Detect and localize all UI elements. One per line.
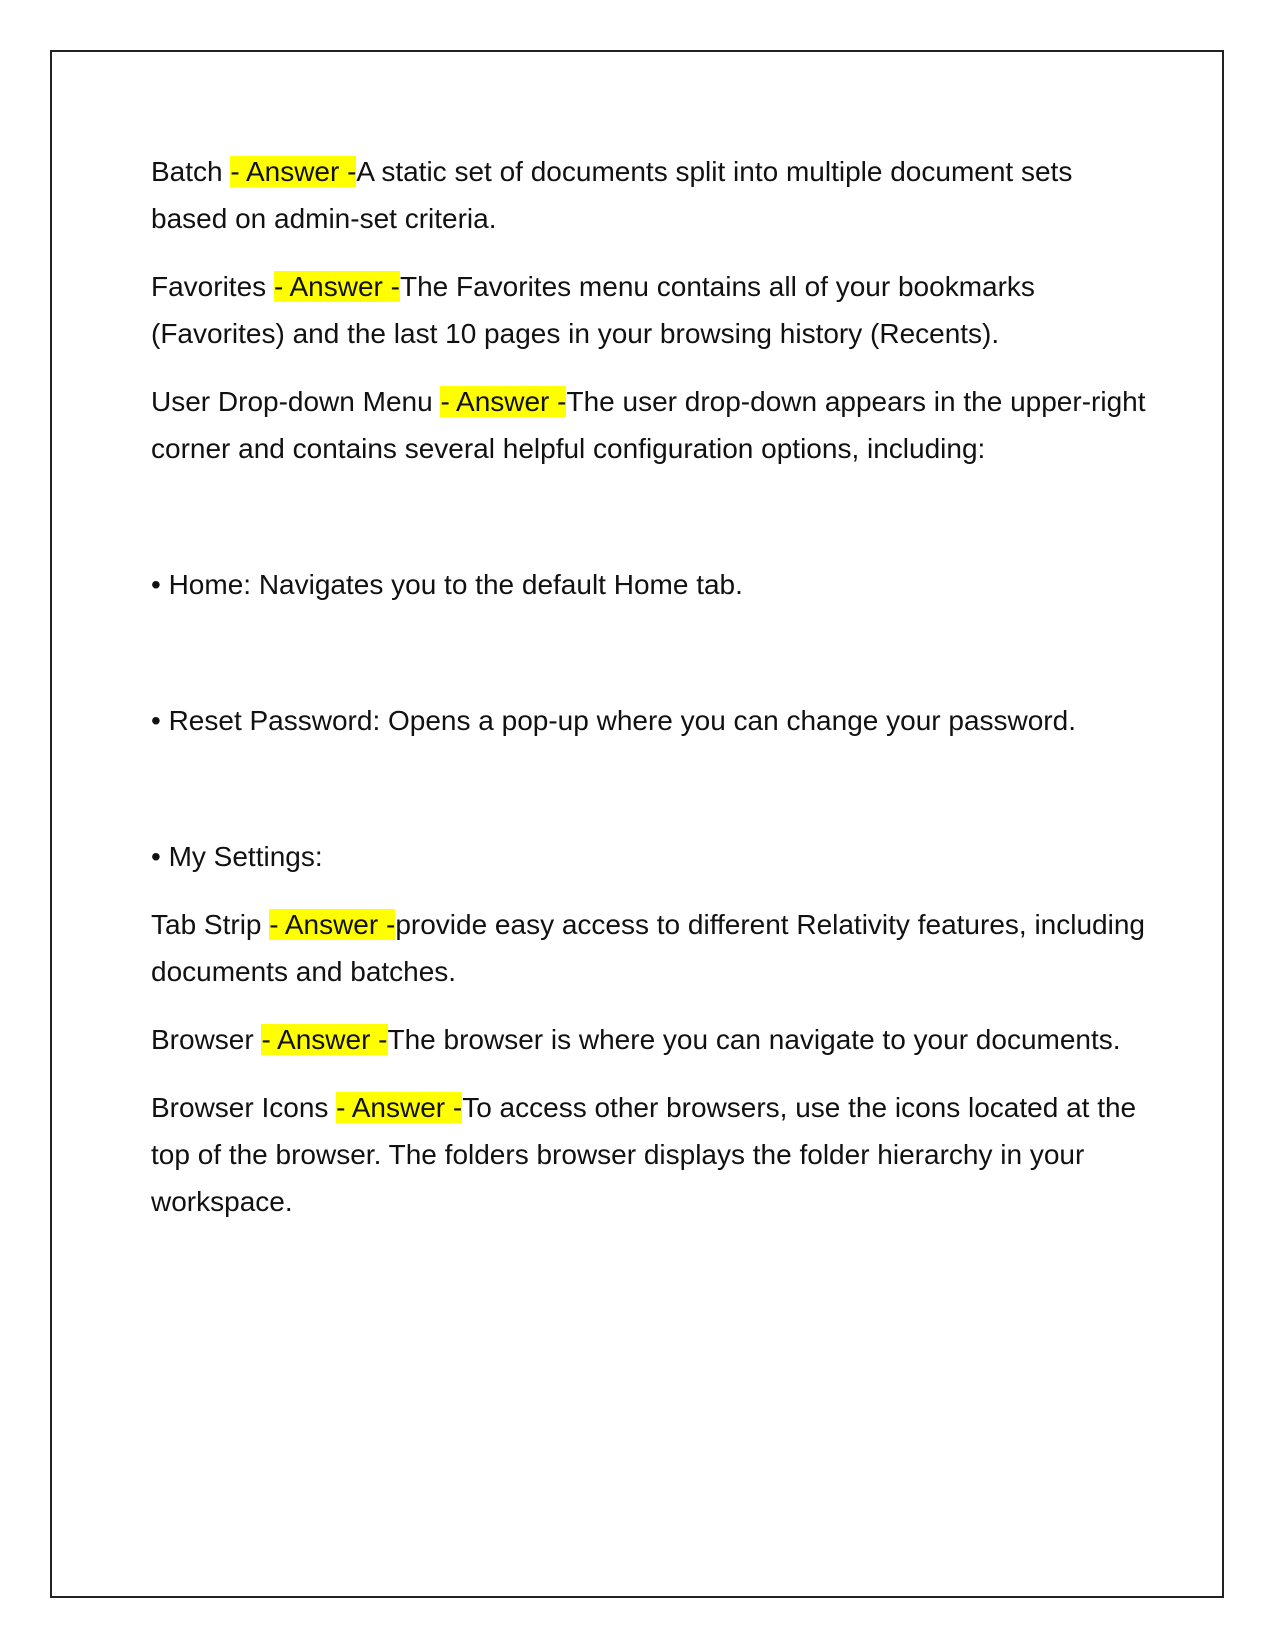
definition: The Favorites menu contains all of your bookmarks (Favorites) and the last 10 pages in your browsing history (Recents). xyxy=(151,271,1035,349)
spacer xyxy=(151,629,1151,697)
definition: provide easy access to different Relativity features, including documents and batches. xyxy=(151,909,1145,987)
document-body xyxy=(151,148,1151,1246)
definition: The browser is where you can navigate to your documents. xyxy=(387,1024,1121,1055)
bullet-reset-password: • Reset Password: Opens a pop-up where you can change your password. xyxy=(151,705,1076,736)
term: Browser xyxy=(151,1024,262,1055)
spacer xyxy=(151,765,1151,833)
entry-user-dropdown-menu xyxy=(151,378,1151,472)
entry-batch xyxy=(151,148,1151,242)
entry-tab-strip xyxy=(151,901,1151,995)
answer-marker: - Answer - xyxy=(261,1024,388,1055)
definition: A static set of documents split into multiple document sets based on admin-set criteria. xyxy=(151,156,1073,234)
answer-marker: - Answer - xyxy=(336,1092,463,1123)
answer-marker: - Answer - xyxy=(273,271,400,302)
entry-browser-icons xyxy=(151,1084,1151,1225)
entry-browser xyxy=(151,1016,1151,1063)
bullet-my-settings: • My Settings: xyxy=(151,841,323,872)
spacer xyxy=(151,493,1151,561)
term: User Drop-down Menu xyxy=(151,386,441,417)
term: Browser Icons xyxy=(151,1092,337,1123)
answer-marker: - Answer - xyxy=(230,156,357,187)
term: Favorites xyxy=(151,271,274,302)
answer-marker: - Answer - xyxy=(269,909,396,940)
definition: To access other browsers, use the icons located at the top of the browser. The folders browser displays the folder hierarchy in your workspace. xyxy=(151,1092,1137,1217)
term: Tab Strip xyxy=(151,909,270,940)
term: Batch xyxy=(151,156,231,187)
entry-favorites xyxy=(151,263,1151,357)
answer-marker: - Answer - xyxy=(440,386,567,417)
bullet-home: • Home: Navigates you to the default Home tab. xyxy=(151,569,743,600)
definition: The user drop-down appears in the upper-right corner and contains several helpful configuration options, including: xyxy=(151,386,1146,464)
